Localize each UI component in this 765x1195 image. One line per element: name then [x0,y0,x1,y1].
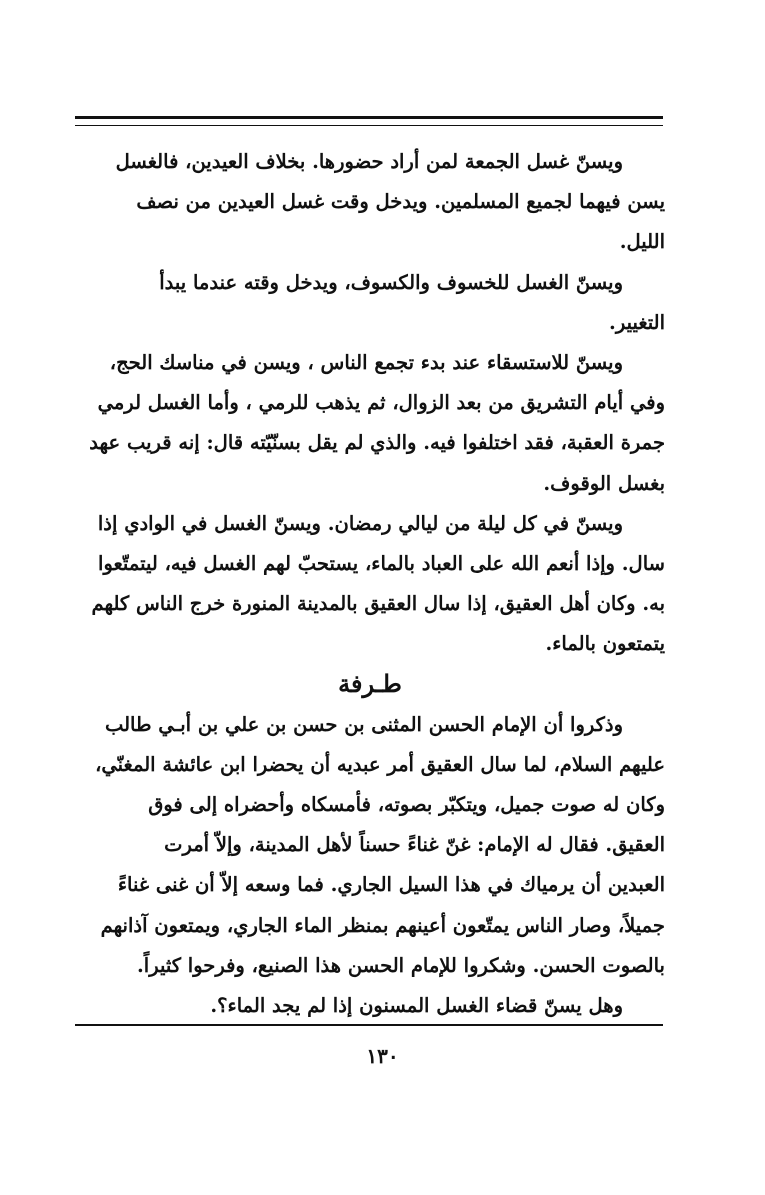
text-line: التغيير. [609,310,665,334]
text-line: وهل يسنّ قضاء الغسل المسنون إذا لم يجد الماء؟. [210,993,623,1017]
paragraph-eclipse-bath [75,263,665,343]
text-line: ويسنّ في كل ليلة من ليالي رمضان. ويسنّ الغسل في الوادي إذا [97,511,623,535]
header-rule-thick [75,116,663,119]
text-line: عليهم السلام، لما سال العقيق أمر عبديه أن يحضرا ابن عائشة المغنّي، [95,752,665,776]
text-line: جمرة العقبة، فقد اختلفوا فيه. والذي لم يقل بسنّيّته قال: إنه قريب عهد [89,431,665,455]
text-line: ويسنّ الغسل للخسوف والكسوف، ويدخل وقته عندما يبدأ [159,270,623,294]
header-rule-thin [75,125,663,126]
text-line: ويسنّ للاستسقاء عند بدء تجمع الناس ، ويسن في مناسك الحج، [109,350,623,374]
text-line: العقيق. فقال له الإمام: غنّ غناءً حسناً لأهل المدينة، وإلاّ أمرت [164,833,665,857]
paragraph-anecdote [75,705,665,986]
text-line: يسن فيهما لجميع المسلمين. ويدخل وقت غسل العيدين من نصف [136,190,665,214]
text-line: بالصوت الحسن. وشكروا للإمام الحسن هذا الصنيع، وفرحوا كثيراً. [137,953,665,977]
text-line: الليل. [619,230,665,254]
footer-rule [75,1024,663,1026]
paragraph-friday-bath [75,142,665,263]
text-line: ويسنّ غسل الجمعة لمن أراد حضورها. بخلاف العيدين، فالغسل [115,150,623,173]
text-line: وكان له صوت جميل، ويتكبّر بصوته، فأمسكاه وأحضراه إلى فوق [148,793,665,816]
body-text [75,142,665,1026]
text-line: وفي أيام التشريق من بعد الزوال، ثم يذهب للرمي ، وأما الغسل لرمي [97,391,665,415]
page-number: ١٣٠ [366,1044,399,1068]
text-line: بغسل الوقوف. [543,471,665,495]
paragraph-question [75,986,665,1026]
paragraph-ramadan-valley-bath [75,504,665,665]
text-line: يتمتعون بالماء. [545,632,665,656]
text-line: وذكروا أن الإمام الحسن المثنى بن حسن بن علي بن أبـي طالب [104,712,623,736]
paragraph-rain-hajj-bath [75,343,665,504]
text-line: جميلاً، وصار الناس يمتّعون أعينهم بمنظر الماء الجاري، ويمتعون آذانهم [100,913,665,937]
text-line: به. وكان أهل العقيق، إذا سال العقيق بالمدينة المنورة خرج الناس كلهم [91,592,665,616]
text-line: سال. وإذا أنعم الله على العباد بالماء، يستحبّ لهم الغسل فيه، ليتمتّعوا [98,551,665,575]
text-line: العبدين أن يرمياك في هذا السيل الجاري. فما وسعه إلاّ أن غنى غناءً [117,873,665,897]
section-heading: طـرفة [338,669,402,699]
